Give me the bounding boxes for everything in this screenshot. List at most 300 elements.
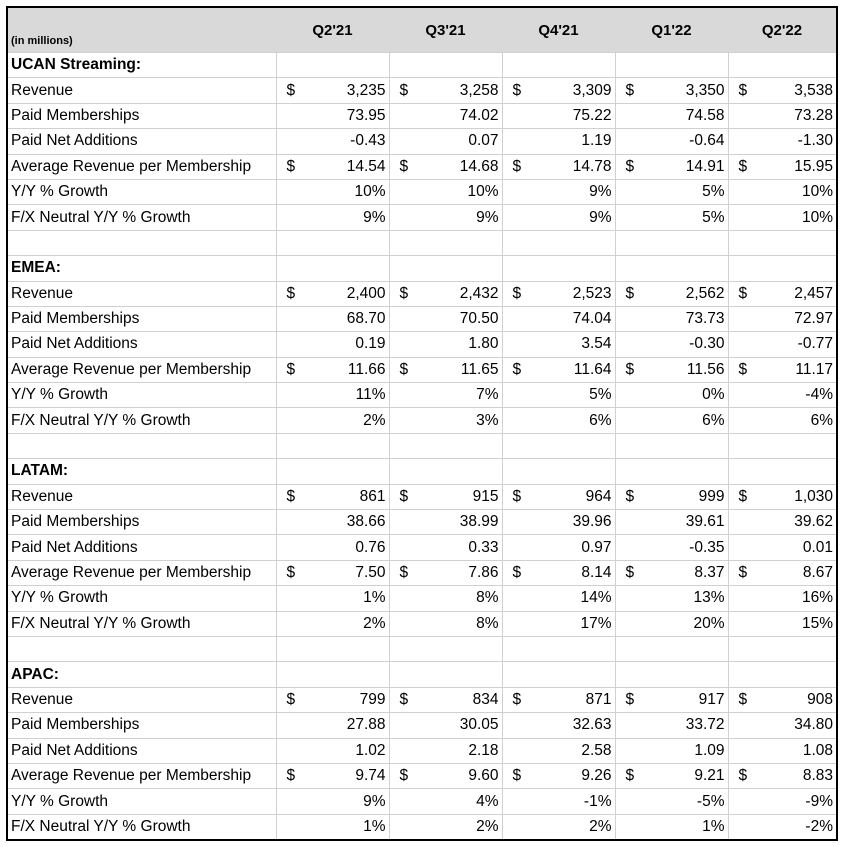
value-cell: [615, 281, 728, 306]
value-text: 33.72: [685, 716, 725, 734]
value-cell: [276, 535, 389, 560]
value-cell: [502, 408, 615, 433]
value-text: 3,309: [572, 81, 612, 99]
value-cell: [615, 687, 728, 712]
value-cell: [276, 103, 389, 128]
empty-cell: [728, 433, 837, 458]
currency-symbol: $: [625, 767, 635, 785]
row-label: Paid Memberships: [7, 306, 276, 331]
value-text: 3,235: [346, 81, 386, 99]
table-row: [7, 738, 837, 763]
table-row: [7, 408, 837, 433]
value-cell: [728, 586, 837, 611]
value-text: 11.66: [347, 360, 386, 378]
value-text: 1%: [363, 589, 386, 607]
value-cell: [389, 586, 502, 611]
value-text: 834: [472, 690, 499, 708]
value-text: 39.96: [572, 513, 612, 531]
value-text: 38.99: [459, 513, 499, 531]
value-text: 68.70: [346, 310, 386, 328]
value-cell: [502, 383, 615, 408]
value-cell: [389, 687, 502, 712]
value-text: -0.43: [350, 132, 386, 150]
header-row: [7, 7, 837, 53]
value-cell: [276, 611, 389, 636]
row-label: Y/Y % Growth: [7, 383, 276, 408]
table-row: [7, 383, 837, 408]
empty-cell: [276, 636, 389, 661]
currency-symbol: $: [738, 690, 748, 708]
section-header-row: [7, 256, 837, 281]
table-row: [7, 129, 837, 154]
value-cell: [389, 205, 502, 230]
value-text: 74.58: [685, 106, 725, 124]
empty-cell: [502, 256, 615, 281]
value-cell: [389, 357, 502, 382]
value-cell: [502, 535, 615, 560]
table-row: [7, 103, 837, 128]
value-text: 70.50: [459, 310, 499, 328]
row-label: Paid Memberships: [7, 510, 276, 535]
quarter-header: Q4'21: [502, 7, 615, 53]
value-text: 2%: [589, 817, 612, 835]
table-row: [7, 281, 837, 306]
value-cell: [728, 535, 837, 560]
table-row: [7, 357, 837, 382]
currency-symbol: $: [738, 564, 748, 581]
value-text: 8%: [476, 589, 499, 607]
value-cell: [276, 560, 389, 585]
value-cell: [389, 383, 502, 408]
value-text: 6%: [589, 411, 612, 429]
table-body: [7, 53, 837, 841]
empty-cell: [389, 433, 502, 458]
value-cell: [615, 789, 728, 814]
currency-symbol: $: [512, 284, 522, 302]
value-cell: [502, 103, 615, 128]
row-label: Paid Net Additions: [7, 738, 276, 763]
value-cell: [389, 103, 502, 128]
value-cell: [389, 763, 502, 788]
empty-cell: [7, 636, 276, 661]
currency-symbol: $: [625, 564, 635, 581]
value-cell: [615, 586, 728, 611]
empty-cell: [615, 256, 728, 281]
currency-symbol: $: [625, 487, 635, 505]
value-text: 7%: [476, 386, 499, 404]
section-title: APAC:: [7, 662, 276, 687]
row-label: Average Revenue per Membership: [7, 763, 276, 788]
value-cell: [502, 814, 615, 840]
value-cell: [502, 510, 615, 535]
value-cell: [276, 510, 389, 535]
currency-symbol: $: [512, 564, 522, 581]
currency-symbol: $: [399, 157, 409, 175]
empty-cell: [502, 230, 615, 255]
value-cell: [276, 789, 389, 814]
value-cell: [276, 154, 389, 179]
value-text: 9%: [476, 208, 499, 226]
value-text: 14.68: [459, 157, 499, 175]
value-text: 16%: [801, 589, 833, 607]
value-cell: [389, 535, 502, 560]
table-row: [7, 306, 837, 331]
empty-cell: [276, 459, 389, 484]
value-cell: [728, 103, 837, 128]
currency-symbol: $: [512, 767, 522, 785]
empty-cell: [276, 433, 389, 458]
value-text: 75.22: [572, 106, 612, 124]
value-cell: [615, 154, 728, 179]
empty-cell: [502, 53, 615, 78]
value-cell: [502, 332, 615, 357]
value-cell: [615, 357, 728, 382]
value-text: 0.97: [581, 538, 612, 556]
currency-symbol: $: [399, 81, 409, 99]
value-text: -0.35: [689, 538, 725, 556]
value-cell: [615, 408, 728, 433]
value-cell: [728, 687, 837, 712]
value-text: 3,538: [794, 81, 833, 99]
value-text: 2%: [476, 817, 499, 835]
row-label: Y/Y % Growth: [7, 586, 276, 611]
empty-cell: [7, 433, 276, 458]
value-text: -0.64: [689, 132, 725, 150]
table-row: [7, 179, 837, 204]
value-text: 38.66: [346, 513, 386, 531]
value-cell: [502, 205, 615, 230]
value-text: 1.02: [355, 741, 386, 759]
value-text: 8.14: [581, 564, 612, 581]
value-cell: [389, 611, 502, 636]
value-cell: [389, 78, 502, 103]
value-text: 915: [472, 487, 499, 505]
table-row: [7, 154, 837, 179]
value-cell: [276, 738, 389, 763]
value-text: -1%: [583, 792, 612, 810]
value-cell: [276, 687, 389, 712]
table-row: [7, 814, 837, 840]
value-cell: [728, 179, 837, 204]
value-cell: [276, 332, 389, 357]
currency-symbol: $: [399, 767, 409, 785]
value-text: 9%: [363, 792, 386, 810]
currency-symbol: $: [286, 690, 296, 708]
value-cell: [276, 408, 389, 433]
value-cell: [728, 560, 837, 585]
table-row: [7, 205, 837, 230]
value-text: 4%: [476, 792, 499, 810]
value-cell: [389, 332, 502, 357]
value-cell: [502, 484, 615, 509]
currency-symbol: $: [512, 487, 522, 505]
value-text: 1.09: [694, 741, 725, 759]
value-text: 39.61: [685, 513, 725, 531]
value-cell: [502, 560, 615, 585]
table-row: [7, 535, 837, 560]
row-label: Y/Y % Growth: [7, 789, 276, 814]
value-text: -0.30: [689, 335, 725, 353]
value-text: 8.37: [694, 564, 725, 581]
value-text: 1.19: [581, 132, 612, 150]
value-cell: [728, 789, 837, 814]
value-text: 15%: [801, 614, 833, 632]
value-cell: [389, 814, 502, 840]
value-cell: [502, 763, 615, 788]
value-text: 8.83: [802, 767, 833, 785]
row-label: Average Revenue per Membership: [7, 357, 276, 382]
row-label: F/X Neutral Y/Y % Growth: [7, 814, 276, 840]
value-text: 0.07: [468, 132, 499, 150]
value-cell: [615, 129, 728, 154]
value-text: -5%: [696, 792, 725, 810]
value-text: 8%: [476, 614, 499, 632]
value-text: 871: [585, 690, 612, 708]
empty-cell: [615, 459, 728, 484]
currency-symbol: $: [399, 690, 409, 708]
spacer-row: [7, 636, 837, 661]
empty-cell: [615, 230, 728, 255]
value-cell: [615, 560, 728, 585]
value-cell: [728, 713, 837, 738]
value-cell: [389, 484, 502, 509]
currency-symbol: $: [512, 157, 522, 175]
value-text: 9.21: [694, 767, 725, 785]
value-cell: [728, 357, 837, 382]
value-text: 72.97: [794, 310, 833, 328]
value-cell: [502, 154, 615, 179]
row-label: Paid Net Additions: [7, 129, 276, 154]
table-row: [7, 560, 837, 585]
section-title: LATAM:: [7, 459, 276, 484]
value-cell: [728, 281, 837, 306]
value-text: 861: [359, 487, 386, 505]
value-cell: [389, 789, 502, 814]
currency-symbol: $: [625, 360, 635, 378]
empty-cell: [728, 256, 837, 281]
empty-cell: [389, 459, 502, 484]
units-label: (in millions): [7, 7, 276, 53]
quarter-header: Q2'22: [728, 7, 837, 53]
value-cell: [502, 789, 615, 814]
currency-symbol: $: [738, 157, 748, 175]
value-text: 9%: [363, 208, 386, 226]
value-text: 6%: [810, 411, 833, 429]
empty-cell: [389, 230, 502, 255]
value-text: 9.74: [355, 767, 386, 785]
value-cell: [276, 306, 389, 331]
value-text: 73.95: [346, 106, 386, 124]
row-label: Paid Memberships: [7, 103, 276, 128]
table-row: [7, 789, 837, 814]
table-row: [7, 611, 837, 636]
row-label: Average Revenue per Membership: [7, 154, 276, 179]
value-text: 5%: [589, 386, 612, 404]
value-cell: [502, 611, 615, 636]
row-label: Y/Y % Growth: [7, 179, 276, 204]
row-label: Average Revenue per Membership: [7, 560, 276, 585]
value-cell: [276, 357, 389, 382]
value-text: 10%: [801, 183, 833, 201]
value-text: 2.18: [468, 741, 499, 759]
value-cell: [615, 611, 728, 636]
value-cell: [276, 814, 389, 840]
empty-cell: [615, 433, 728, 458]
value-cell: [276, 484, 389, 509]
value-cell: [615, 763, 728, 788]
row-label: Paid Memberships: [7, 713, 276, 738]
currency-symbol: $: [286, 564, 296, 581]
section-title: UCAN Streaming:: [7, 53, 276, 78]
spacer-row: [7, 230, 837, 255]
value-cell: [389, 281, 502, 306]
table-row: [7, 510, 837, 535]
empty-cell: [276, 662, 389, 687]
value-text: 34.80: [794, 716, 833, 734]
value-text: 15.95: [794, 157, 833, 175]
regional-financials-table: [6, 6, 838, 841]
value-text: 9%: [589, 183, 612, 201]
value-text: 2,457: [794, 284, 833, 302]
value-text: 2.58: [581, 741, 612, 759]
empty-cell: [389, 662, 502, 687]
value-text: 2,523: [572, 284, 612, 302]
value-text: 17%: [580, 614, 612, 632]
value-text: 74.04: [572, 310, 612, 328]
currency-symbol: $: [286, 767, 296, 785]
value-text: 7.50: [355, 564, 386, 581]
currency-symbol: $: [738, 767, 748, 785]
currency-symbol: $: [286, 157, 296, 175]
value-cell: [389, 306, 502, 331]
value-text: 11.65: [460, 360, 499, 378]
value-text: 7.86: [468, 564, 499, 581]
value-cell: [615, 738, 728, 763]
value-text: 10%: [354, 183, 386, 201]
value-text: 3,258: [459, 81, 499, 99]
value-text: 2%: [363, 411, 386, 429]
value-cell: [389, 408, 502, 433]
value-cell: [615, 510, 728, 535]
value-cell: [389, 713, 502, 738]
value-text: 6%: [702, 411, 725, 429]
value-text: -0.77: [797, 335, 833, 353]
value-cell: [502, 78, 615, 103]
value-cell: [502, 281, 615, 306]
currency-symbol: $: [399, 360, 409, 378]
row-label: Paid Net Additions: [7, 535, 276, 560]
currency-symbol: $: [625, 284, 635, 302]
value-cell: [728, 383, 837, 408]
table-row: [7, 586, 837, 611]
value-text: 1.80: [468, 335, 499, 353]
currency-symbol: $: [286, 81, 296, 99]
value-cell: [502, 129, 615, 154]
value-text: 9.26: [581, 767, 612, 785]
row-label: F/X Neutral Y/Y % Growth: [7, 205, 276, 230]
empty-cell: [502, 459, 615, 484]
value-cell: [276, 205, 389, 230]
value-text: 11%: [355, 386, 386, 404]
currency-symbol: $: [512, 360, 522, 378]
empty-cell: [728, 230, 837, 255]
value-text: 908: [807, 690, 833, 708]
value-cell: [615, 306, 728, 331]
section-title: EMEA:: [7, 256, 276, 281]
quarter-header: Q2'21: [276, 7, 389, 53]
value-text: 3.54: [581, 335, 612, 353]
currency-symbol: $: [286, 284, 296, 302]
row-label: F/X Neutral Y/Y % Growth: [7, 408, 276, 433]
value-text: 799: [359, 690, 386, 708]
value-text: 3%: [476, 411, 499, 429]
value-text: 1,030: [794, 487, 833, 505]
quarter-header: Q3'21: [389, 7, 502, 53]
value-cell: [502, 687, 615, 712]
currency-symbol: $: [738, 360, 748, 378]
value-cell: [389, 179, 502, 204]
value-cell: [502, 738, 615, 763]
value-text: 0.19: [355, 335, 386, 353]
value-cell: [728, 205, 837, 230]
value-cell: [502, 179, 615, 204]
value-cell: [728, 814, 837, 840]
empty-cell: [276, 53, 389, 78]
row-label: Paid Net Additions: [7, 332, 276, 357]
value-cell: [728, 154, 837, 179]
section-header-row: [7, 662, 837, 687]
empty-cell: [728, 459, 837, 484]
value-text: 13%: [693, 589, 725, 607]
value-cell: [728, 306, 837, 331]
value-text: -9%: [805, 792, 833, 810]
empty-cell: [728, 662, 837, 687]
value-text: 1%: [363, 817, 386, 835]
value-cell: [615, 179, 728, 204]
currency-symbol: $: [625, 690, 635, 708]
value-cell: [276, 713, 389, 738]
value-cell: [615, 332, 728, 357]
value-text: 0.76: [355, 538, 386, 556]
value-cell: [615, 713, 728, 738]
value-text: 0.01: [802, 538, 833, 556]
empty-cell: [389, 636, 502, 661]
empty-cell: [276, 230, 389, 255]
value-text: 10%: [467, 183, 499, 201]
table-row: [7, 78, 837, 103]
value-cell: [502, 713, 615, 738]
value-cell: [728, 510, 837, 535]
value-cell: [389, 560, 502, 585]
value-cell: [615, 814, 728, 840]
value-text: 5%: [702, 208, 725, 226]
value-cell: [276, 383, 389, 408]
value-text: 5%: [702, 183, 725, 201]
row-label: Revenue: [7, 281, 276, 306]
value-cell: [728, 738, 837, 763]
empty-cell: [502, 636, 615, 661]
value-cell: [389, 129, 502, 154]
value-text: 9%: [589, 208, 612, 226]
value-text: 8.67: [802, 564, 833, 581]
section-header-row: [7, 459, 837, 484]
value-text: 20%: [693, 614, 725, 632]
value-text: -4%: [805, 386, 833, 404]
value-text: 27.88: [346, 716, 386, 734]
row-label: Revenue: [7, 484, 276, 509]
value-cell: [389, 738, 502, 763]
empty-cell: [728, 636, 837, 661]
